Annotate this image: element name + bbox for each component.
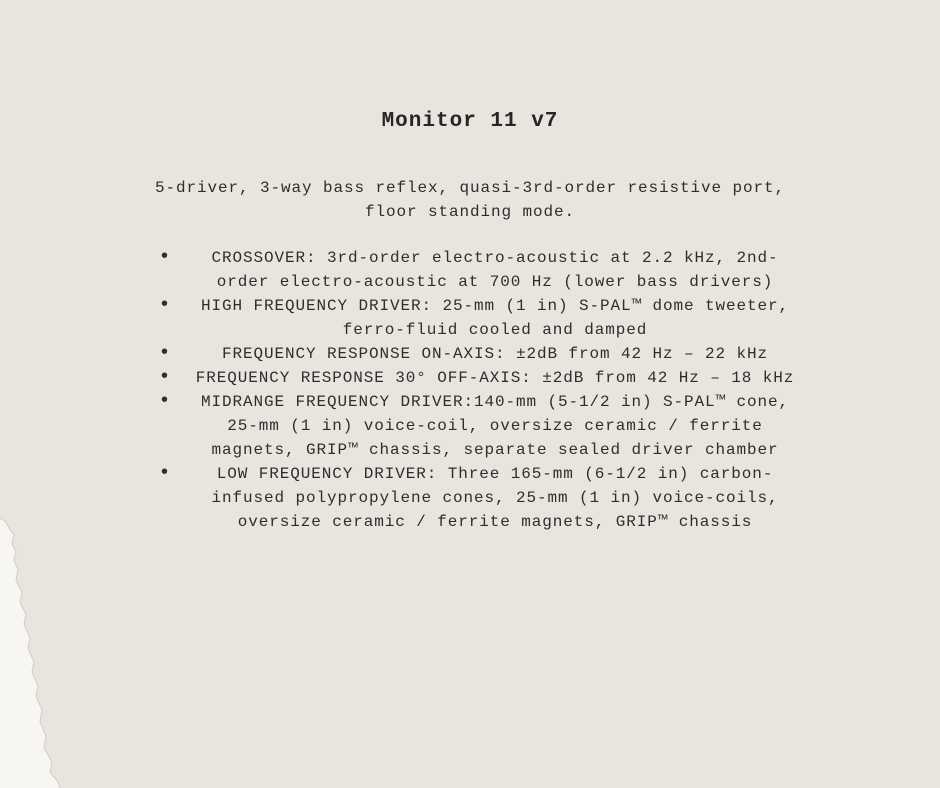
spec-item-frequency-response-off-axis: [140, 366, 800, 390]
spec-sheet: [140, 105, 800, 534]
spec-item-high-frequency-driver: [140, 294, 800, 342]
bullet-icon: •: [158, 366, 172, 389]
spec-text: FREQUENCY RESPONSE ON-AXIS: ±2dB from 42 Hz – 22 kHz: [221, 345, 769, 363]
bullet-icon: •: [158, 294, 172, 317]
page-title: Monitor 11 v7: [381, 110, 559, 133]
spec-text: FREQUENCY RESPONSE 30° OFF-AXIS: ±2dB from 42 Hz – 18 kHz: [195, 369, 795, 387]
spec-item-frequency-response-on-axis: [140, 342, 800, 366]
spec-list: [140, 246, 800, 534]
spec-text: CROSSOVER: 3rd-order electro-acoustic at 2.2 kHz, 2nd-order electro-acoustic at 700 Hz (lower bass drivers): [211, 249, 779, 291]
intro-text: 5-driver, 3-way bass reflex, quasi-3rd-order resistive port, floor standing mode.: [154, 179, 786, 221]
spec-text: MIDRANGE FREQUENCY DRIVER:140-mm (5-1/2 in) S-PAL™ cone, 25-mm (1 in) voice-coil, oversize ceramic / ferrite magnets, GRIP™ chassis, separate sealed driver chamber: [200, 393, 790, 459]
spec-item-low-frequency-driver: [140, 462, 800, 534]
bullet-icon: •: [158, 462, 172, 485]
spec-item-crossover: [140, 246, 800, 294]
spec-item-midrange-driver: [140, 390, 800, 462]
torn-paper-edge: [0, 500, 80, 788]
bullet-icon: •: [158, 342, 172, 365]
bullet-icon: •: [158, 246, 172, 269]
spec-text: HIGH FREQUENCY DRIVER: 25-mm (1 in) S-PAL™ dome tweeter, ferro-fluid cooled and damped: [200, 297, 790, 339]
spec-text: LOW FREQUENCY DRIVER: Three 165-mm (6-1/2 in) carbon-infused polypropylene cones, 25-mm (1 in) voice-coils, oversize ceramic / ferrite magnets, GRIP™ chassis: [211, 465, 779, 531]
bullet-icon: •: [158, 390, 172, 413]
